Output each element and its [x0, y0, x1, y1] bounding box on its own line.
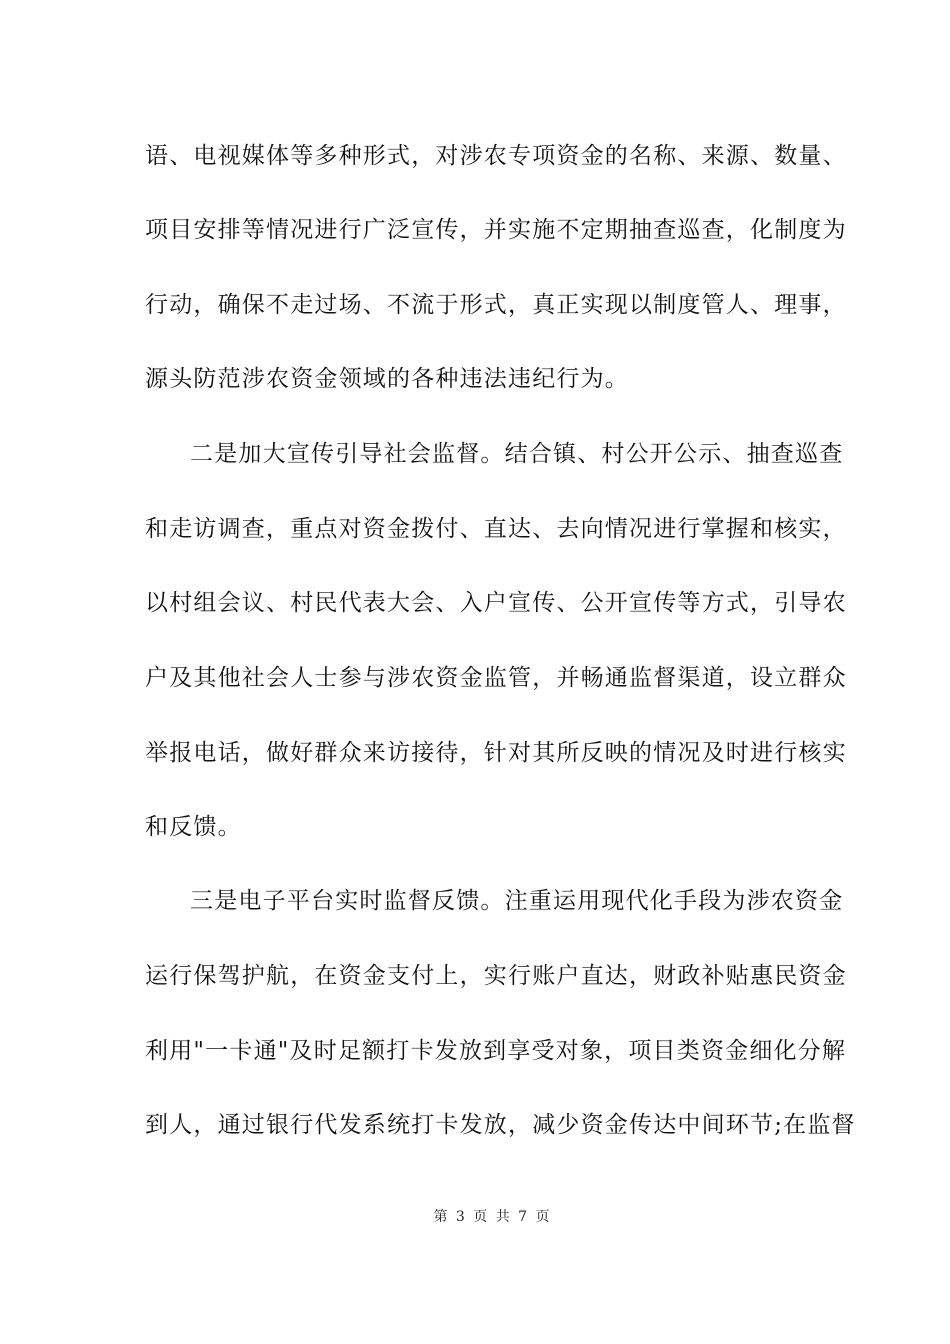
- text-line: 运行保驾护航，在资金支付上，实行账户直达，财政补贴惠民资金: [145, 963, 847, 989]
- text-line: 和走访调查，重点对资金拨付、直达、去向情况进行掌握和核实，: [145, 516, 847, 542]
- text-line: 以村组会议、村民代表大会、入户宣传、公开宣传等方式，引导农: [145, 590, 847, 616]
- text-line: 户及其他社会人士参与涉农资金监管，并畅通监督渠道，设立群众: [145, 665, 847, 691]
- text-line: 语、电视媒体等多种形式，对涉农专项资金的名称、来源、数量、: [145, 143, 847, 169]
- page-number-footer: 第 3 页 共 7 页: [433, 1209, 552, 1225]
- text-line: 源头防范涉农资金领域的各种违法违纪行为。: [145, 366, 629, 392]
- text-line: 到人，通过银行代发系统打卡发放，减少资金传达中间环节;在监督: [145, 1112, 856, 1138]
- text-line: 项目安排等情况进行广泛宣传，并实施不定期抽查巡查，化制度为: [145, 217, 847, 243]
- text-line: 利用"一卡通"及时足额打卡发放到享受对象，项目类资金细化分解: [145, 1038, 847, 1064]
- paragraph-start-line: 三是电子平台实时监督反馈。注重运用现代化手段为涉农资金: [190, 888, 844, 914]
- text-line: 和反馈。: [145, 814, 242, 840]
- paragraph-start-line: 二是加大宣传引导社会监督。结合镇、村公开公示、抽查巡查: [190, 441, 844, 467]
- text-line: 举报电话，做好群众来访接待，针对其所反映的情况及时进行核实: [145, 740, 847, 766]
- text-line: 行动，确保不走过场、不流于形式，真正实现以制度管人、理事，: [145, 292, 847, 318]
